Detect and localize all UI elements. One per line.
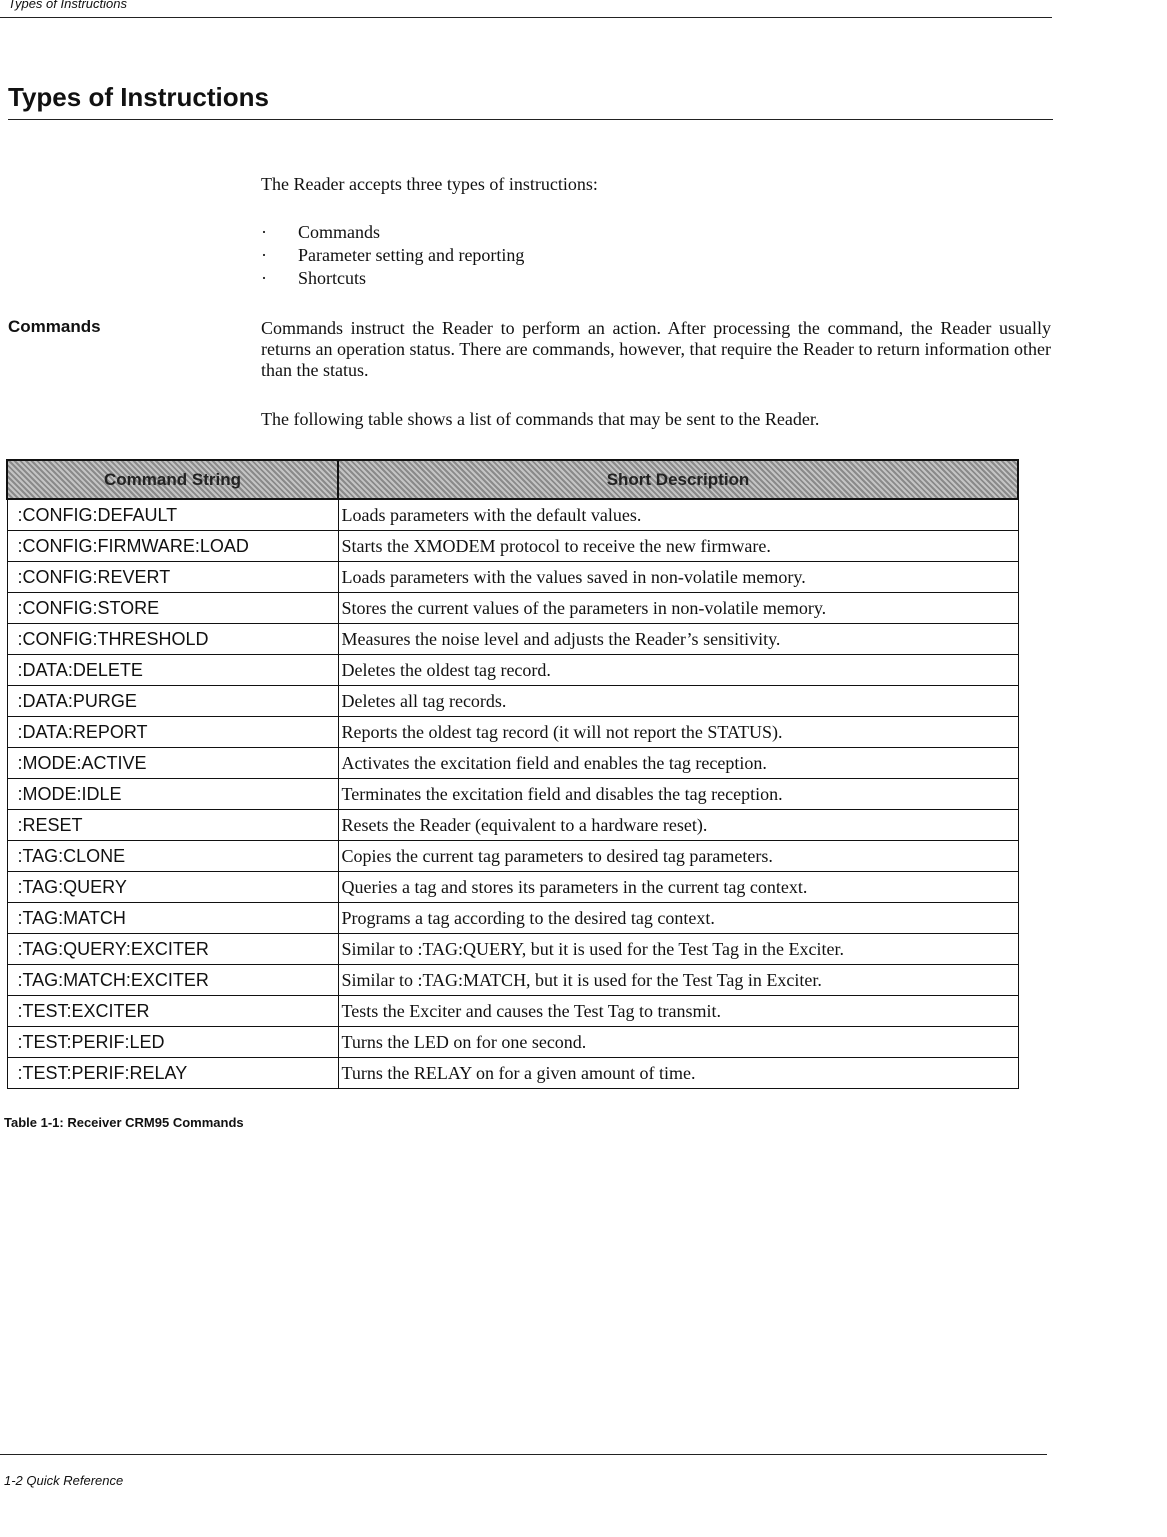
table-row: [7, 748, 1018, 779]
footer-rule: [0, 1454, 1047, 1455]
command-cell: :CONFIG:DEFAULT: [7, 499, 338, 531]
list-item: [261, 267, 524, 290]
description-cell: Starts the XMODEM protocol to receive the new firmware.: [338, 531, 1018, 562]
table-row: [7, 996, 1018, 1027]
bullet-icon: ·: [261, 245, 267, 265]
table-row: [7, 965, 1018, 996]
description-cell: Loads parameters with the default values.: [338, 499, 1018, 531]
list-item-label: Parameter setting and reporting: [298, 245, 525, 265]
command-cell: :DATA:PURGE: [7, 686, 338, 717]
table-row: [7, 872, 1018, 903]
table-row: [7, 779, 1018, 810]
description-cell: Deletes all tag records.: [338, 686, 1018, 717]
table-row: [7, 531, 1018, 562]
description-cell: Turns the RELAY on for a given amount of time.: [338, 1058, 1018, 1089]
command-cell: :CONFIG:REVERT: [7, 562, 338, 593]
table-row: [7, 841, 1018, 872]
description-cell: Stores the current values of the parameters in non-volatile memory.: [338, 593, 1018, 624]
description-cell: Activates the excitation field and enables the tag reception.: [338, 748, 1018, 779]
command-cell: :TAG:CLONE: [7, 841, 338, 872]
page-footer: 1-2 Quick Reference: [4, 1473, 124, 1488]
command-cell: :CONFIG:STORE: [7, 593, 338, 624]
table-row: [7, 810, 1018, 841]
command-cell: :TAG:QUERY: [7, 872, 338, 903]
table-row: [7, 686, 1018, 717]
section-paragraph: Commands instruct the Reader to perform an action. After processing the command, the Reader usually returns an operation status. There are commands, however, that require the Reader to return information other than the status.: [261, 318, 1051, 380]
table-row: [7, 593, 1018, 624]
description-cell: Similar to :TAG:MATCH, but it is used for the Test Tag in Exciter.: [338, 965, 1018, 996]
description-cell: Terminates the excitation field and disables the tag reception.: [338, 779, 1018, 810]
description-cell: Copies the current tag parameters to desired tag parameters.: [338, 841, 1018, 872]
table-row: [7, 499, 1018, 531]
description-cell: Turns the LED on for one second.: [338, 1027, 1018, 1058]
header-rule: [0, 17, 1052, 18]
command-cell: :TAG:MATCH: [7, 903, 338, 934]
instruction-types-list: [261, 221, 524, 290]
list-item-label: Commands: [298, 222, 381, 242]
description-cell: Deletes the oldest tag record.: [338, 655, 1018, 686]
section-heading: Commands: [8, 317, 101, 336]
description-cell: Loads parameters with the values saved in non-volatile memory.: [338, 562, 1018, 593]
table-caption: Table 1-1: Receiver CRM95 Commands: [4, 1115, 244, 1130]
column-header-command: Command String: [7, 460, 338, 499]
command-cell: :TEST:EXCITER: [7, 996, 338, 1027]
table-intro: The following table shows a list of commands that may be sent to the Reader.: [261, 409, 820, 429]
command-cell: :CONFIG:THRESHOLD: [7, 624, 338, 655]
list-item-label: Shortcuts: [298, 268, 367, 288]
command-cell: :MODE:ACTIVE: [7, 748, 338, 779]
description-cell: Similar to :TAG:QUERY, but it is used for the Test Tag in the Exciter.: [338, 934, 1018, 965]
running-header: Types of Instructions: [8, 0, 127, 11]
table-row: [7, 1058, 1018, 1089]
bullet-icon: ·: [261, 222, 267, 242]
command-cell: :CONFIG:FIRMWARE:LOAD: [7, 531, 338, 562]
command-cell: :DATA:REPORT: [7, 717, 338, 748]
command-cell: :RESET: [7, 810, 338, 841]
title-rule: [8, 119, 1053, 120]
description-cell: Resets the Reader (equivalent to a hardware reset).: [338, 810, 1018, 841]
description-cell: Queries a tag and stores its parameters in the current tag context.: [338, 872, 1018, 903]
description-cell: Tests the Exciter and causes the Test Tag to transmit.: [338, 996, 1018, 1027]
list-item: [261, 221, 524, 244]
page-title: Types of Instructions: [8, 82, 269, 112]
description-cell: Programs a tag according to the desired tag context.: [338, 903, 1018, 934]
table-header-row: [7, 460, 1018, 499]
command-cell: :TAG:QUERY:EXCITER: [7, 934, 338, 965]
commands-table: [6, 459, 1019, 1089]
bullet-icon: ·: [261, 268, 267, 288]
table-row: [7, 1027, 1018, 1058]
command-cell: :MODE:IDLE: [7, 779, 338, 810]
table-row: [7, 934, 1018, 965]
column-header-description: Short Description: [338, 460, 1018, 499]
command-cell: :TAG:MATCH:EXCITER: [7, 965, 338, 996]
table-row: [7, 562, 1018, 593]
command-cell: :TEST:PERIF:LED: [7, 1027, 338, 1058]
table-row: [7, 717, 1018, 748]
description-cell: Measures the noise level and adjusts the Reader’s sensitivity.: [338, 624, 1018, 655]
table-row: [7, 655, 1018, 686]
command-cell: :TEST:PERIF:RELAY: [7, 1058, 338, 1089]
list-item: [261, 244, 524, 267]
intro-text: The Reader accepts three types of instructions:: [261, 174, 598, 194]
description-cell: Reports the oldest tag record (it will not report the STATUS).: [338, 717, 1018, 748]
table-row: [7, 624, 1018, 655]
table-row: [7, 903, 1018, 934]
command-cell: :DATA:DELETE: [7, 655, 338, 686]
